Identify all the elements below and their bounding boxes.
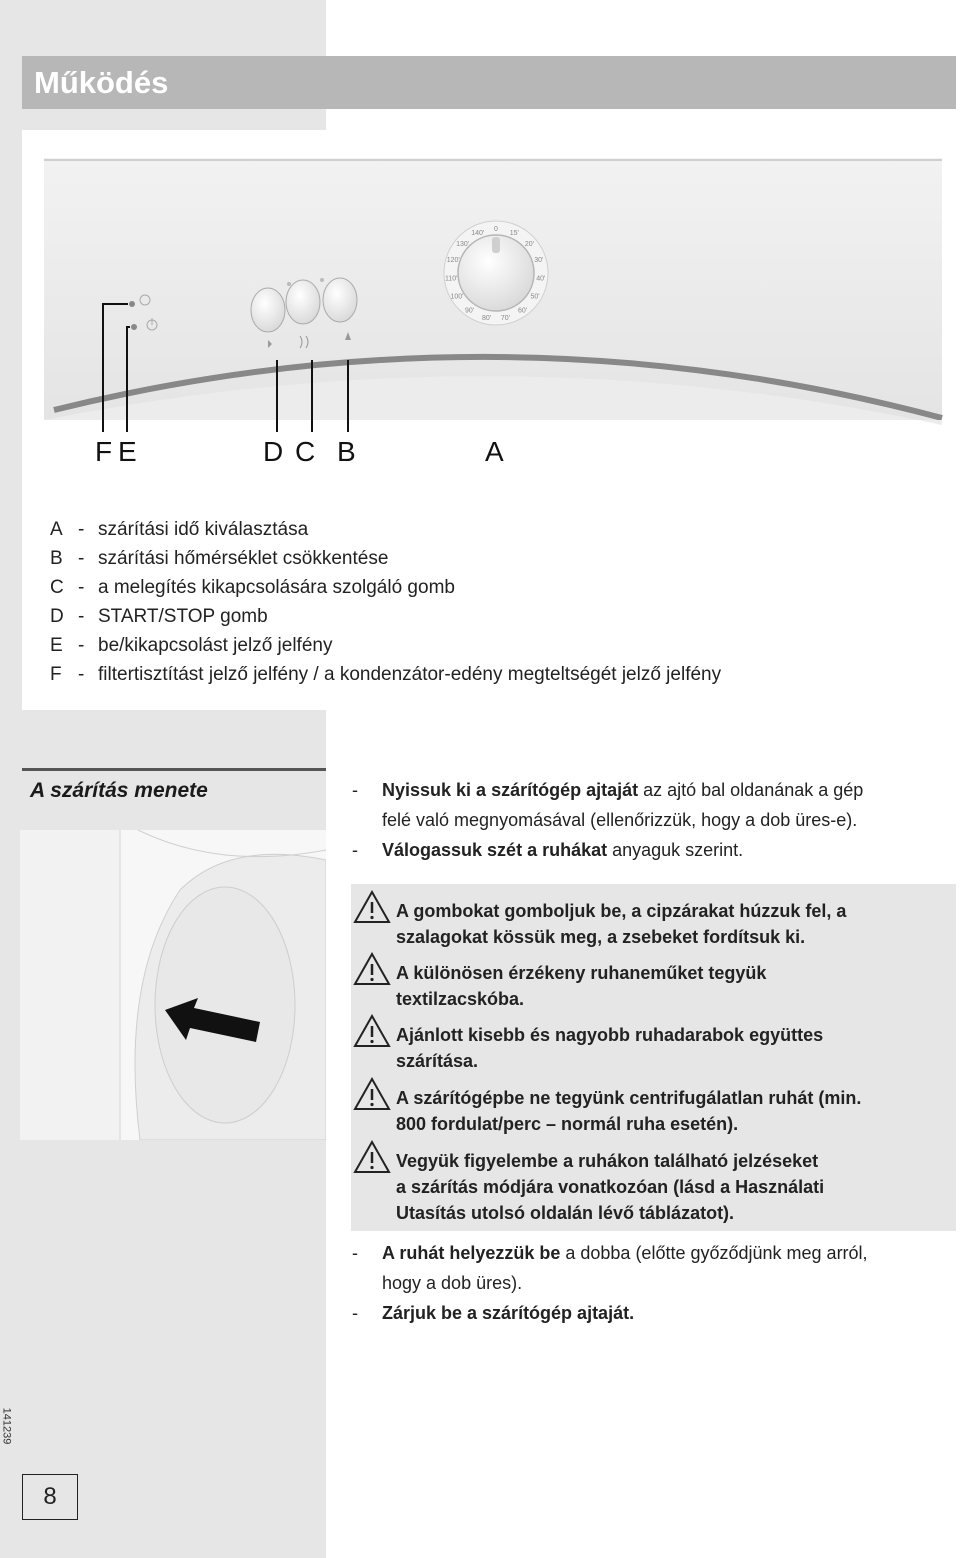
legend-row: C - a melegítés kikapcsolására szolgáló gomb [50, 573, 721, 602]
dial-tick-label: 50' [530, 293, 540, 301]
label-c: C [295, 436, 316, 467]
step-item: - Válogassuk szét a ruhákat anyaguk szerint. [352, 840, 744, 860]
dial-tick-label: 20' [524, 240, 534, 248]
legend-letter: B [50, 548, 63, 569]
steps-top [352, 775, 952, 865]
legend-text: be/kikapcsolást jelző jelfény [98, 635, 333, 656]
dial-tick-label: 100' [450, 293, 464, 301]
control-panel-illustration [0, 0, 960, 480]
legend-text: filtertisztítást jelző jelfény / a kondenzátor-edény megteltségét jelző jelfény [98, 664, 722, 685]
control-legend [50, 515, 721, 689]
legend-letter: C [50, 577, 64, 598]
warning-text: A különösen érzékeny ruhaneműket tegyük [396, 963, 767, 983]
legend-text: a melegítés kikapcsolására szolgáló gomb [98, 577, 455, 598]
warning-icon [353, 1140, 391, 1174]
step-text: az ajtó bal oldanának a gép [638, 780, 864, 800]
dryer-door-illustration [20, 830, 326, 1140]
legend-text: szárítási idő kiválasztása [98, 519, 309, 540]
label-e: E [118, 436, 137, 467]
warning-icon [353, 1014, 391, 1048]
step-bold-text: Válogassuk szét a ruhákat [382, 840, 608, 860]
dial-tick-label: 80' [482, 315, 492, 322]
page-number: 8 [22, 1474, 78, 1520]
page-title: Működés [22, 56, 956, 109]
warnings-box [351, 884, 956, 1231]
document-number: 141239 [0, 1407, 13, 1445]
warning-text: Vegyük figyelembe a ruhákon található jelzéseket [396, 1151, 819, 1171]
step-text: hogy a dob üres). [382, 1273, 523, 1293]
warning-text: szárítása. [396, 1051, 479, 1071]
legend-row: F - filtertisztítást jelző jelfény / a kondenzátor-edény megteltségét jelző jelfény [50, 660, 721, 689]
step-text: a dobba (előtte győződjünk meg arról, [560, 1243, 868, 1263]
warning-text: Ajánlott kisebb és nagyobb ruhadarabok együttes [396, 1025, 824, 1045]
legend-letter: D [50, 606, 64, 627]
warning-icon [353, 890, 391, 924]
warning-text: A gombokat gomboljuk be, a cipzárakat húzzuk fel, a [396, 901, 847, 921]
dial-tick-label: 70' [500, 315, 510, 322]
legend-text: szárítási hőmérséklet csökkentése [98, 548, 389, 569]
warning-icon [353, 952, 391, 986]
timer-dial-icon [444, 221, 548, 325]
legend-letter: E [50, 635, 63, 656]
dial-tick-label: 120' [446, 257, 460, 265]
legend-row: B - szárítási hőmérséklet csökkentése [50, 544, 721, 573]
steps-bottom [352, 1238, 952, 1328]
step-bold-text: Zárjuk be a szárítógép ajtaját. [382, 1303, 635, 1323]
dial-tick-label: 90' [464, 307, 475, 315]
section-title: A szárítás menete [22, 768, 326, 803]
label-b: B [337, 436, 356, 467]
label-f: F [95, 436, 113, 467]
warning-text: Utasítás utolsó oldalán lévő táblázatot). [396, 1203, 735, 1223]
label-d: D [263, 436, 284, 467]
step-item: - Zárjuk be a szárítógép ajtaját. [352, 1303, 635, 1323]
dial-tick-label: 0 [494, 226, 498, 233]
legend-text: START/STOP gomb [98, 606, 268, 627]
dial-tick-label: 60' [517, 307, 528, 315]
warning-icon [353, 1077, 391, 1111]
step-item: - Nyissuk ki a szárítógép ajtaját az ajtó bal oldanának a gép felé való megnyomásával (ellenőrizzük, hogy a dob üres-e). [352, 780, 864, 830]
step-bold-text: A ruhát helyezzük be [382, 1243, 561, 1263]
legend-row: E - be/kikapcsolást jelző jelfény [50, 631, 721, 660]
warning-text: textilzacskóba. [396, 989, 525, 1009]
legend-row: D - START/STOP gomb [50, 602, 721, 631]
dial-tick-label: 30' [534, 257, 544, 265]
warning-text: 800 fordulat/perc – normál ruha esetén). [396, 1114, 739, 1134]
dial-tick-label: 110' [444, 275, 458, 283]
step-text: anyaguk szerint. [607, 840, 744, 860]
legend-letter: F [50, 664, 62, 685]
dial-tick-label: 140' [471, 229, 485, 237]
warning-text: A szárítógépbe ne tegyünk centrifugálatlan ruhát (min. [396, 1088, 862, 1108]
dial-tick-label: 40' [536, 275, 546, 283]
step-bold-text: Nyissuk ki a szárítógép ajtaját [382, 780, 639, 800]
label-a: A [485, 436, 504, 467]
dial-tick-label: 130' [456, 240, 470, 248]
legend-row: A - szárítási idő kiválasztása [50, 515, 721, 544]
step-text: felé való megnyomásával (ellenőrizzük, hogy a dob üres-e). [382, 810, 858, 830]
dial-tick-label: 15' [509, 229, 519, 237]
warning-text: szalagokat kössük meg, a zsebeket fordítsuk ki. [396, 927, 806, 947]
warning-text: a szárítás módjára vonatkozóan (lásd a Használati [396, 1177, 825, 1197]
legend-letter: A [50, 519, 63, 540]
step-item: - A ruhát helyezzük be a dobba (előtte győződjünk meg arról, hogy a dob üres). [352, 1243, 868, 1293]
